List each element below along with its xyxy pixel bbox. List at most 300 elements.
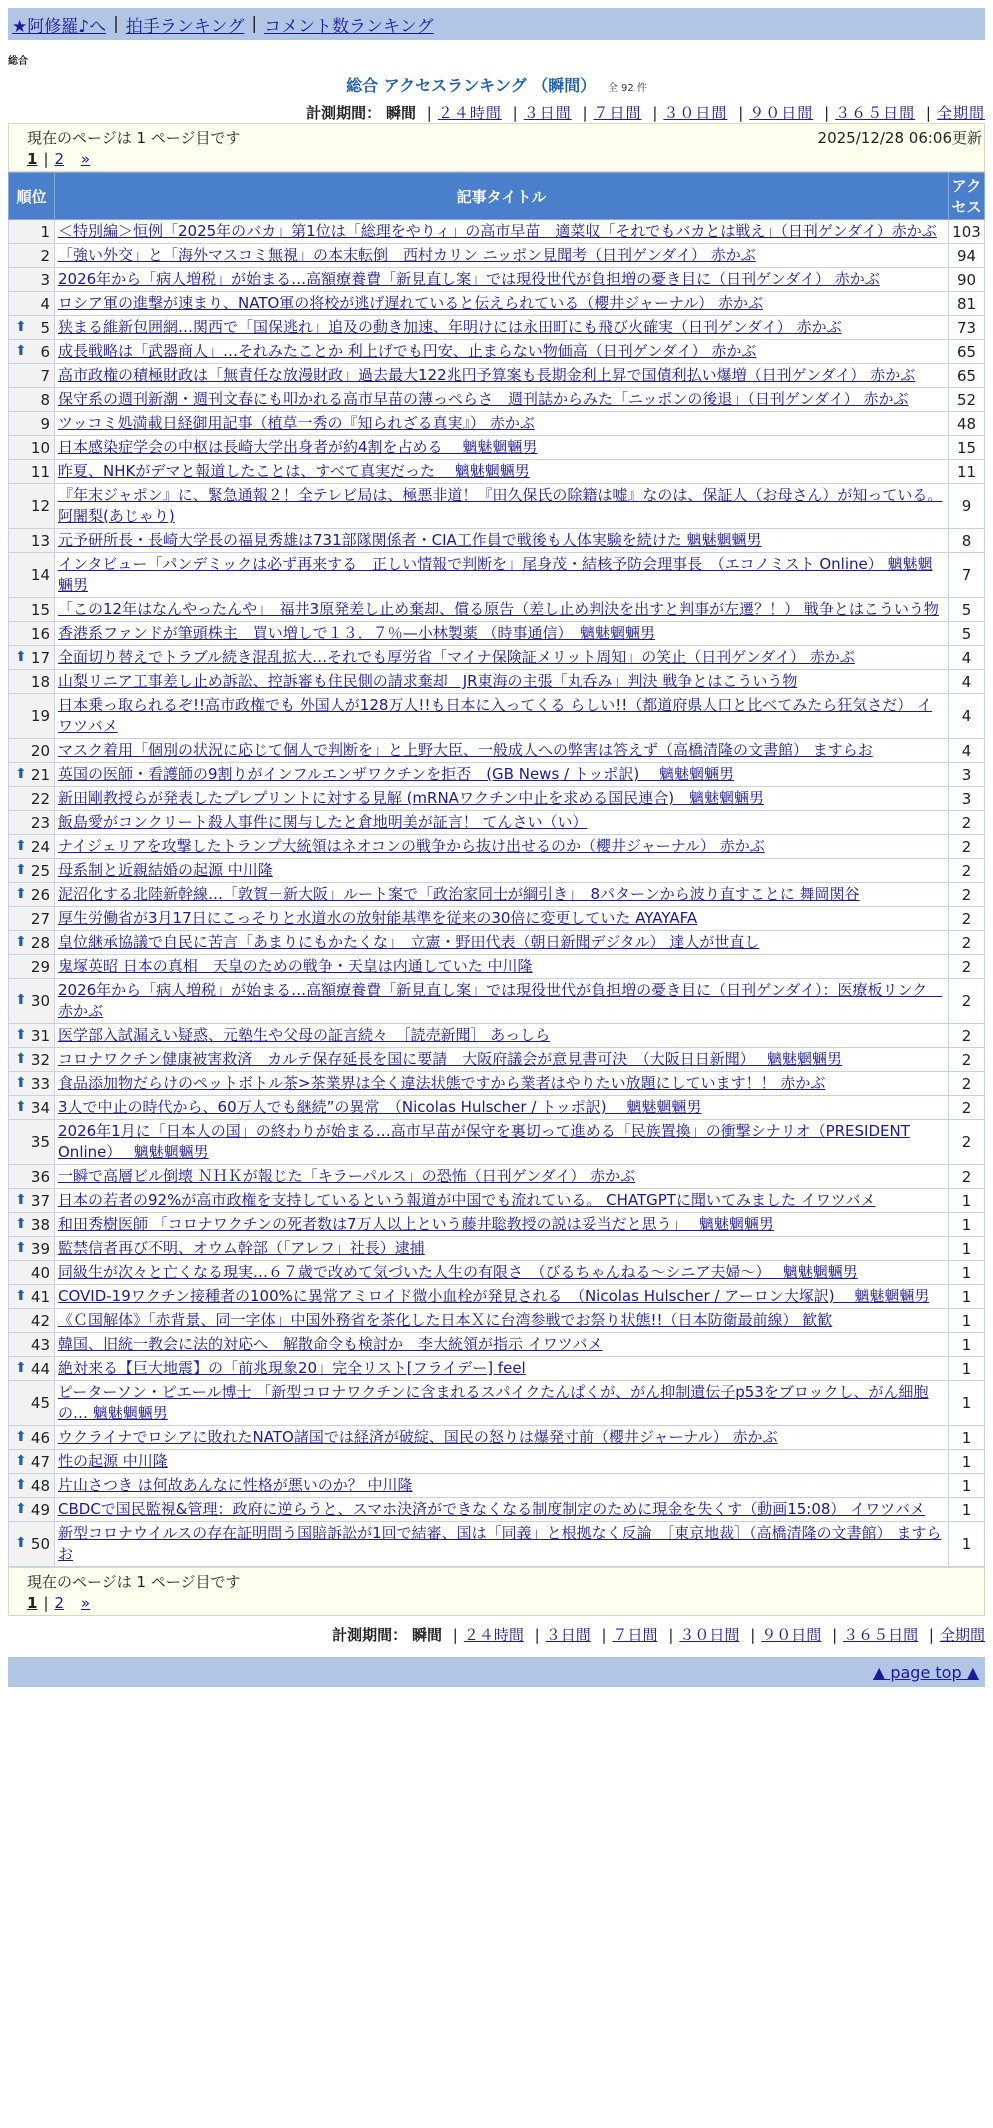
article-title-link[interactable]: 高市政権の積極財政は「無責任な放漫財政」過去最大122兆円予算案も長期金利上昇で国債利払い爆増（日刊ゲンダイ） 赤かぶ (58, 366, 916, 384)
page-top-link[interactable]: ▲ page top ▲ (872, 1662, 979, 1682)
next-page-link[interactable]: » (80, 150, 91, 168)
title-cell (55, 1261, 949, 1285)
article-title-link[interactable]: ウクライナでロシアに敗れたNATO諸国では経済が破綻、国民の怒りは爆発寸前（櫻井ジャーナル） 赤かぶ (58, 1428, 778, 1446)
arrow-up-icon: ⬆ (15, 837, 27, 854)
title-cell (55, 292, 949, 316)
access-count: 1 (949, 1213, 985, 1237)
rank-number: 13 (30, 531, 50, 550)
title-cell (55, 1381, 949, 1426)
article-title-link[interactable]: 3人で中止の時代から、60万人でも継続”の異常 （Nicolas Hulscher / トッポ訳) 魑魅魍魎男 (58, 1098, 702, 1116)
article-title-link[interactable]: 《Ｃ国解体》「赤背景、同一字体」中国外務省を茶化した日本Ｘに台湾参戦でお祭り状態!!（日本防衛最前線） 歓歓 (58, 1311, 833, 1329)
arrow-up-icon: ⬆ (15, 933, 27, 950)
title-cell (55, 388, 949, 412)
title-cell (55, 1048, 949, 1072)
next-page-link[interactable]: » (80, 1594, 91, 1612)
table-row (9, 1333, 985, 1357)
table-row (9, 670, 985, 694)
arrow-up-icon: ⬆ (15, 1239, 27, 1256)
title-cell (55, 883, 949, 907)
access-count: 15 (949, 436, 985, 460)
access-count: 90 (949, 268, 985, 292)
rank-cell (9, 1165, 55, 1189)
title-cell (55, 1213, 949, 1237)
table-row (9, 787, 985, 811)
access-count: 3 (949, 787, 985, 811)
access-count: 4 (949, 670, 985, 694)
title-cell (55, 1237, 949, 1261)
rank-cell (9, 1048, 55, 1072)
article-title-link[interactable]: 新型コロナウイルスの存在証明問う国賠訴訟が1回で結審、国は「同義」と根拠なく反論 ［東京地裁］（高橋清隆の文書館） ますらお (58, 1524, 942, 1563)
period-24h-link[interactable]: ２４時間 (437, 104, 502, 122)
title-cell (55, 1309, 949, 1333)
article-title-link[interactable]: COVID-19ワクチン接種者の100%に異常アミロイド微小血栓が発見される （Nicolas Hulscher / アーロン大塚訳) 魑魅魍魎男 (58, 1287, 930, 1305)
article-title-link[interactable]: ロシア軍の進撃が速まり、NATO軍の将校が逃げ遅れていると伝えられている（櫻井ジャーナル） 赤かぶ (58, 294, 764, 312)
ranking-table-header (9, 173, 985, 220)
title-cell (55, 340, 949, 364)
rank-cell (9, 1450, 55, 1474)
rank-number: 41 (30, 1287, 50, 1306)
rank-number: 12 (30, 497, 50, 515)
arrow-up-icon: ⬆ (15, 1287, 27, 1304)
page-2-link[interactable]: 2 (54, 1594, 65, 1612)
rank-cell (9, 529, 55, 553)
article-title-link[interactable]: 食品添加物だらけのペットボトル茶>茶業界は全く違法状態ですから業者はやりたい放題にしています！！ 赤かぶ (58, 1074, 826, 1092)
access-count: 65 (949, 364, 985, 388)
access-count: 11 (949, 460, 985, 484)
arrow-up-icon: ⬆ (15, 885, 27, 902)
total-count: 全 92 件 (607, 83, 647, 94)
rank-cell (9, 1237, 55, 1261)
rank-number: 39 (30, 1239, 50, 1258)
article-title-link[interactable]: 英国の医師・看護師の9割りがインフルエンザワクチンを拒否 (GB News / トッポ訳) 魑魅魍魎男 (58, 765, 735, 783)
table-row (9, 1450, 985, 1474)
rank-cell (9, 598, 55, 622)
article-title-link[interactable]: CBDCで国民監視&管理：政府に逆らうと、スマホ決済ができなくなる制度制定のために現金を失くす（動画15:08） イワツバメ (58, 1500, 925, 1518)
rank-cell (9, 316, 55, 340)
title-cell (55, 1189, 949, 1213)
rank-cell (9, 907, 55, 931)
period-365d-link[interactable]: ３６５日間 (843, 1626, 919, 1644)
arrow-up-icon: ⬆ (15, 648, 27, 665)
article-title-link[interactable]: 厚生労働省が3月17日にこっそりと水道水の放射能基準を従来の30倍に変更していた AYAYAFA (58, 909, 698, 927)
access-count: 2 (949, 955, 985, 979)
title-cell (55, 1474, 949, 1498)
access-count: 2 (949, 1096, 985, 1120)
title-cell (55, 694, 949, 739)
article-title-link[interactable]: ピーターソン・ピエール博士 「新型コロナワクチンに含まれるスパイクたんぱくが、がん抑制遺伝子p53をブロックし、がん細胞の… 魑魅魍魎男 (58, 1383, 929, 1422)
rank-number: 45 (30, 1394, 50, 1412)
rank-number: 40 (30, 1263, 50, 1282)
title-cell (55, 412, 949, 436)
category-label: 総合 (8, 56, 28, 67)
arrow-up-icon: ⬆ (15, 1476, 27, 1493)
access-count: 2 (949, 811, 985, 835)
article-title-link[interactable]: 保守系の週刊新潮・週刊文春にも叩かれる高市早苗の薄っぺらさ 週刊誌からみた「ニッポンの後退」（日刊ゲンダイ） 赤かぶ (58, 390, 909, 408)
title-cell (55, 436, 949, 460)
rank-number: 27 (30, 909, 50, 928)
rank-cell (9, 1213, 55, 1237)
article-title-link[interactable]: ＜特別編＞恒例「2025年のバカ」第1位は「総理をやりィ」の高市早苗 適菜収「それでもバカとは戦え」（日刊ゲンダイ）赤かぶ (58, 222, 937, 240)
access-count: 8 (949, 529, 985, 553)
access-count: 1 (949, 1522, 985, 1567)
rank-number: 28 (30, 933, 50, 952)
title-cell (55, 1333, 949, 1357)
rank-cell (9, 787, 55, 811)
access-count: 7 (949, 553, 985, 598)
article-title-link[interactable]: 「強い外交」と「海外マスコミ無視」の本末転倒 西村カリン ニッポン見聞考（日刊ゲンダイ） 赤かぶ (58, 246, 756, 264)
rank-cell (9, 694, 55, 739)
access-count: 2 (949, 859, 985, 883)
rank-cell (9, 484, 55, 529)
article-title-link[interactable]: 日本の若者の92%が高市政権を支持しているという報道が中国でも流れている。 CHATGPTに聞いてみました イワツバメ (58, 1191, 876, 1209)
nav-separator: | (251, 14, 258, 34)
period-30d-link[interactable]: ３０日間 (679, 1626, 740, 1644)
current-page: 1 (27, 150, 38, 168)
period-all-link[interactable]: 全期間 (939, 1626, 985, 1644)
table-row (9, 598, 985, 622)
arrow-up-icon: ⬆ (15, 1215, 27, 1232)
title-cell (55, 1285, 949, 1309)
title-cell (55, 1096, 949, 1120)
ranking-title-row (8, 73, 985, 96)
rank-number: 23 (30, 813, 50, 832)
access-count: 2 (949, 1165, 985, 1189)
rank-number: 1 (40, 222, 50, 241)
article-title-link[interactable]: 狭まる維新包囲網…関西で「国保逃れ」追及の動き加速、年明けには永田町にも飛び火確実（日刊ゲンダイ） 赤かぶ (58, 318, 842, 336)
asyura-home-link[interactable]: ★阿修羅♪へ (12, 16, 107, 37)
access-count: 2 (949, 1120, 985, 1165)
table-row (9, 412, 985, 436)
title-cell (55, 1357, 949, 1381)
access-count: 2 (949, 1048, 985, 1072)
period-selector: 計測期間： 瞬間 | ２４時間 | ３日間 | ７日間 | ３０日間 | ９０日間 | ３６５日間 | 全期間 (306, 104, 985, 122)
table-row (9, 460, 985, 484)
table-row (9, 1522, 985, 1567)
period-all-link[interactable]: 全期間 (936, 104, 985, 122)
article-title-link[interactable]: 「この12年はなんやったんや」 福井3原発差し止め棄却、償る原告（差し止め判決を出すと判事が左遷？！） 戦争とはこういう物 (58, 600, 939, 618)
title-cell (55, 1522, 949, 1567)
rank-number: 7 (40, 366, 50, 385)
rank-cell (9, 1333, 55, 1357)
rank-cell (9, 931, 55, 955)
table-row (9, 1498, 985, 1522)
access-count: 1 (949, 1474, 985, 1498)
table-row (9, 622, 985, 646)
title-cell (55, 598, 949, 622)
table-row (9, 553, 985, 598)
table-row (9, 1024, 985, 1048)
table-row (9, 739, 985, 763)
rank-number: 25 (30, 861, 50, 880)
access-count: 48 (949, 412, 985, 436)
article-title-link[interactable]: ツッコミ処満載日経御用記事（植草一秀の『知られざる真実』） 赤かぶ (58, 414, 535, 432)
rank-cell (9, 1522, 55, 1567)
table-row (9, 1261, 985, 1285)
arrow-up-icon: ⬆ (15, 1452, 27, 1469)
arrow-up-icon: ⬆ (15, 342, 27, 359)
article-title-link[interactable]: コロナワクチン健康被害救済 カルテ保存延長を国に要請 大阪府議会が意見書可決 （大阪日日新聞） 魑魅魍魎男 (58, 1050, 843, 1068)
rank-number: 49 (30, 1500, 50, 1519)
period-selector-bottom: 計測期間： 瞬間 | ２４時間 | ３日間 | ７日間 | ３０日間 | ９０日間 | ３６５日間 | 全期間 (332, 1626, 985, 1644)
rank-cell (9, 1474, 55, 1498)
rank-number: 4 (40, 294, 50, 313)
table-row (9, 907, 985, 931)
title-cell (55, 787, 949, 811)
article-title-link[interactable]: 全面切り替えでトラブル続き混乱拡大…それでも厚労省「マイナ保険証メリット周知」の笑止（日刊ゲンダイ） 赤かぶ (58, 648, 855, 666)
article-title-link[interactable]: 韓国、旧統一教会に法的対応へ 解散命令も検討か 李大統領が指示 イワツバメ (58, 1335, 603, 1353)
access-count: 3 (949, 763, 985, 787)
rank-number: 37 (30, 1191, 50, 1210)
table-row (9, 1120, 985, 1165)
table-row (9, 1426, 985, 1450)
table-row (9, 1474, 985, 1498)
table-row (9, 646, 985, 670)
title-cell (55, 739, 949, 763)
rank-cell (9, 388, 55, 412)
access-count: 5 (949, 598, 985, 622)
period-3d-link[interactable]: ３日間 (523, 104, 572, 122)
table-row (9, 529, 985, 553)
rank-number: 17 (30, 648, 50, 667)
rank-number: 8 (40, 390, 50, 409)
access-count: 1 (949, 1261, 985, 1285)
rank-cell (9, 364, 55, 388)
title-cell (55, 622, 949, 646)
article-title-link[interactable]: 日本乗っ取られるぞ!!高市政権でも 外国人が128万人!!も日本に入ってくる らしい!!（都道府県人口と比べてみたら狂気さだ） イワツバメ (58, 696, 933, 735)
access-count: 65 (949, 340, 985, 364)
arrow-up-icon: ⬆ (15, 861, 27, 878)
article-title-link[interactable]: 2026年から「病人増税」が始まる…高額療養費「新見直し案」では現役世代が負担増の憂き目に（日刊ゲンダイ） 赤かぶ (58, 270, 880, 288)
table-row (9, 835, 985, 859)
article-title-link[interactable]: 一瞬で高層ビル倒壊 ＮＨＫが報じた「キラーパルス」の恐怖（日刊ゲンダイ） 赤かぶ (58, 1167, 636, 1185)
article-title-link[interactable]: 新田剛教授らが発表したプレプリントに対する見解 (mRNAワクチン中止を求める国民連合) 魑魅魍魎男 (58, 789, 765, 807)
rank-cell (9, 436, 55, 460)
article-title-link[interactable]: 2026年1月に「日本人の国」の終わりが始まる…高市早苗が保守を裏切って進める「民族置換」の衝撃シナリオ（PRESIDENT Online） 魑魅魍魎男 (58, 1122, 910, 1161)
rank-number: 48 (30, 1476, 50, 1495)
table-row (9, 1048, 985, 1072)
rank-number: 29 (30, 957, 50, 976)
article-title-link[interactable]: 元予研所長・長崎大学長の福見秀雄は731部隊関係者・CIA工作員で戦後も人体実験を続けた 魑魅魍魎男 (58, 531, 762, 549)
page-2-link[interactable]: 2 (54, 150, 65, 168)
table-row (9, 388, 985, 412)
article-title-link[interactable]: 母系制と近親結婚の起源 中川隆 (58, 861, 273, 879)
article-title-link[interactable]: 成長戦略は「武器商人」…それみたことか 利上げでも円安、止まらない物価高（日刊ゲンダイ） 赤かぶ (58, 342, 757, 360)
rank-cell (9, 340, 55, 364)
article-title-link[interactable]: ナイジェリアを攻撃したトランプ大統領はネオコンの戦争から抜け出せるのか（櫻井ジャーナル） 赤かぶ (58, 837, 765, 855)
access-count: 94 (949, 244, 985, 268)
rank-number: 20 (30, 741, 50, 760)
article-title-link[interactable]: 山梨リニア工事差し止め訴訟、控訴審も住民側の請求棄却 JR東海の主張「丸呑み」判決 戦争とはこういう物 (58, 672, 798, 690)
rank-number: 11 (30, 462, 50, 481)
article-title-link[interactable]: 鬼塚英昭 日本の真相 天皇のための戦争・天皇は内通していた 中川隆 (58, 957, 533, 975)
arrow-up-icon: ⬆ (15, 765, 27, 782)
comment-ranking-link[interactable]: コメント数ランキング (264, 16, 434, 37)
rank-number: 18 (30, 672, 50, 691)
article-title-link[interactable]: マスク着用「個別の状況に応じて個人で判断を」と上野大臣、一般成人への弊害は答えず（高橋清隆の文書館） ますらお (58, 741, 873, 759)
rank-cell (9, 1096, 55, 1120)
arrow-up-icon: ⬆ (15, 1074, 27, 1091)
rank-number: 19 (30, 707, 50, 725)
title-cell (55, 646, 949, 670)
updated-time: 2025/12/28 06:06更新 (817, 129, 982, 147)
period-current: 瞬間 (411, 1626, 442, 1644)
rank-cell (9, 835, 55, 859)
table-row (9, 340, 985, 364)
rank-cell (9, 553, 55, 598)
article-title-link[interactable]: 皇位継承協議で自民に苦言「あまりにもかたくな」 立憲・野田代表（朝日新聞デジタル） 達人が世直し (58, 933, 760, 951)
table-row (9, 1381, 985, 1426)
table-row (9, 268, 985, 292)
table-row (9, 292, 985, 316)
title-cell (55, 1165, 949, 1189)
article-title-link[interactable]: 日本感染症学会の中枢は長崎大学出身者が約4割を占める 魑魅魍魎男 (58, 438, 538, 456)
rank-number: 50 (30, 1535, 50, 1553)
access-count: 1 (949, 1237, 985, 1261)
article-title-link[interactable]: 同級生が次々と亡くなる現実…６７歳で改めて気づいた人生の有限さ （びるちゃんねる～シニア夫婦～） 魑魅魍魎男 (58, 1263, 858, 1281)
article-title-link[interactable]: 2026年から「病人増税」が始まる…高額療養費「新見直し案」では現役世代が負担増の憂き目に（日刊ゲンダイ）：医療板リンク 赤かぶ (58, 981, 943, 1020)
access-count: 4 (949, 739, 985, 763)
article-title-link[interactable]: 『年末ジャポン』に、緊急通報２！全テレビ局は、極悪非道！『田久保氏の除籍は嘘』なのは、保証人（お母さん）が知っている。 阿闍梨(あじゃり) (58, 486, 943, 525)
title-cell (55, 484, 949, 529)
period-90d-link[interactable]: ９０日間 (761, 1626, 822, 1644)
rank-number: 33 (30, 1074, 50, 1093)
article-title-link[interactable]: 片山さつき は何故あんなに性格が悪いのか？ 中川隆 (58, 1476, 413, 1494)
nav-separator: | (113, 14, 119, 34)
title-cell (55, 670, 949, 694)
title-cell (55, 364, 949, 388)
arrow-up-icon: ⬆ (15, 992, 27, 1008)
title-cell (55, 460, 949, 484)
table-row (9, 883, 985, 907)
article-title-link[interactable]: 性の起源 中川隆 (58, 1452, 168, 1470)
access-count: 2 (949, 883, 985, 907)
arrow-up-icon: ⬆ (15, 1050, 27, 1067)
rank-number: 36 (30, 1167, 50, 1186)
rank-cell (9, 622, 55, 646)
pager-top: 現在のページは 1 ページ目です 2025/12/28 06:06更新 1 | 2 » (8, 123, 985, 172)
rank-number: 30 (30, 992, 50, 1010)
table-row (9, 1237, 985, 1261)
period-3d-link[interactable]: ３日間 (545, 1626, 591, 1644)
rank-cell (9, 883, 55, 907)
period-current: 瞬間 (385, 104, 416, 122)
rank-cell (9, 739, 55, 763)
period-label: 計測期間： (332, 1626, 408, 1644)
period-7d-link[interactable]: ７日間 (612, 1626, 658, 1644)
period-7d-link[interactable]: ７日間 (593, 104, 642, 122)
access-count: 4 (949, 694, 985, 739)
access-count: 1 (949, 1498, 985, 1522)
pager-bottom: 現在のページは 1 ページ目です 1 | 2 » (8, 1567, 985, 1616)
rank-cell (9, 763, 55, 787)
article-title-link[interactable]: 飯島愛がコンクリート殺人事件に関与したと倉地明美が証言！ てんさい（い） (58, 813, 588, 831)
access-count: 73 (949, 316, 985, 340)
title-cell (55, 1024, 949, 1048)
rank-cell (9, 1189, 55, 1213)
title-cell (55, 529, 949, 553)
period-90d-link[interactable]: ９０日間 (749, 104, 814, 122)
rank-number: 22 (30, 789, 50, 808)
period-365d-link[interactable]: ３６５日間 (835, 104, 916, 122)
pager-status: 現在のページは 1 ページ目です (27, 1573, 241, 1591)
access-count: 103 (949, 220, 985, 244)
rank-cell (9, 1285, 55, 1309)
title-cell (55, 979, 949, 1024)
table-row (9, 811, 985, 835)
table-row (9, 244, 985, 268)
rank-number: 35 (30, 1133, 50, 1151)
title-cell (55, 220, 949, 244)
table-row (9, 316, 985, 340)
arrow-up-icon: ⬆ (15, 1098, 27, 1115)
article-title-link[interactable]: 和田秀樹医師 「コロナワクチンの死者数は7万人以上という藤井聡教授の説は妥当だと思う」 魑魅魍魎男 (58, 1215, 774, 1233)
title-cell (55, 955, 949, 979)
article-title-link[interactable]: 監禁信者再び不明、オウム幹部（「アレフ」社長）逮捕 (58, 1239, 425, 1257)
article-title-link[interactable]: インタビュー「パンデミックは必ず再来する 正しい情報で判断を」尾身茂・結核予防会理事長 （エコノミスト Online） 魑魅魍魎男 (58, 555, 933, 594)
article-title-link[interactable]: 昨夏、NHKがデマと報道したことは、すべて真実だった 魑魅魍魎男 (58, 462, 530, 480)
article-title-link[interactable]: 医学部入試漏えい疑惑、元塾生や父母の証言続々 ［読売新聞］ あっしら (58, 1026, 551, 1044)
arrow-up-icon: ⬆ (15, 318, 27, 335)
rank-cell (9, 1426, 55, 1450)
rank-number: 26 (30, 885, 50, 904)
table-row (9, 931, 985, 955)
table-row (9, 955, 985, 979)
access-count: 2 (949, 1072, 985, 1096)
current-page: 1 (27, 1594, 38, 1612)
title-cell (55, 1426, 949, 1450)
access-count: 4 (949, 646, 985, 670)
title-column-header: 記事タイトル (55, 173, 949, 220)
rank-cell (9, 220, 55, 244)
rank-cell (9, 412, 55, 436)
access-count: 2 (949, 1024, 985, 1048)
rank-cell (9, 979, 55, 1024)
access-count: 1 (949, 1309, 985, 1333)
article-title-link[interactable]: 泥沼化する北陸新幹線…「敦賀－新大阪」ルート案で「政治家同士が綱引き」 8パターンから波り直すことに 舞岡関谷 (58, 885, 860, 903)
table-row (9, 979, 985, 1024)
access-count: 2 (949, 931, 985, 955)
period-24h-link[interactable]: ２４時間 (463, 1626, 524, 1644)
table-row (9, 1072, 985, 1096)
bottom-bar (8, 1657, 985, 1687)
period-30d-link[interactable]: ３０日間 (663, 104, 728, 122)
rank-cell (9, 1072, 55, 1096)
access-count: 2 (949, 835, 985, 859)
access-count: 1 (949, 1357, 985, 1381)
rank-number: 3 (40, 270, 50, 289)
table-row (9, 694, 985, 739)
article-title-link[interactable]: 香港系ファンドが筆頭株主 買い増しで１３．７％—小林製薬 （時事通信） 魑魅魍魎男 (58, 624, 655, 642)
rank-cell (9, 244, 55, 268)
table-row (9, 1165, 985, 1189)
table-row (9, 1285, 985, 1309)
rank-cell (9, 670, 55, 694)
arrow-up-icon: ⬆ (15, 1191, 27, 1208)
rank-cell (9, 460, 55, 484)
applause-ranking-link[interactable]: 拍手ランキング (125, 16, 245, 37)
title-cell (55, 763, 949, 787)
title-cell (55, 835, 949, 859)
rank-cell (9, 1120, 55, 1165)
title-cell (55, 553, 949, 598)
article-title-link[interactable]: 絶対来る【巨大地震】の「前兆現象20」完全リスト[フライデー] feel (58, 1359, 526, 1377)
access-count: 1 (949, 1285, 985, 1309)
arrow-up-icon: ⬆ (15, 1428, 27, 1445)
access-count: 2 (949, 979, 985, 1024)
table-row (9, 1213, 985, 1237)
rank-number: 9 (40, 414, 50, 433)
rank-number: 38 (30, 1215, 50, 1234)
